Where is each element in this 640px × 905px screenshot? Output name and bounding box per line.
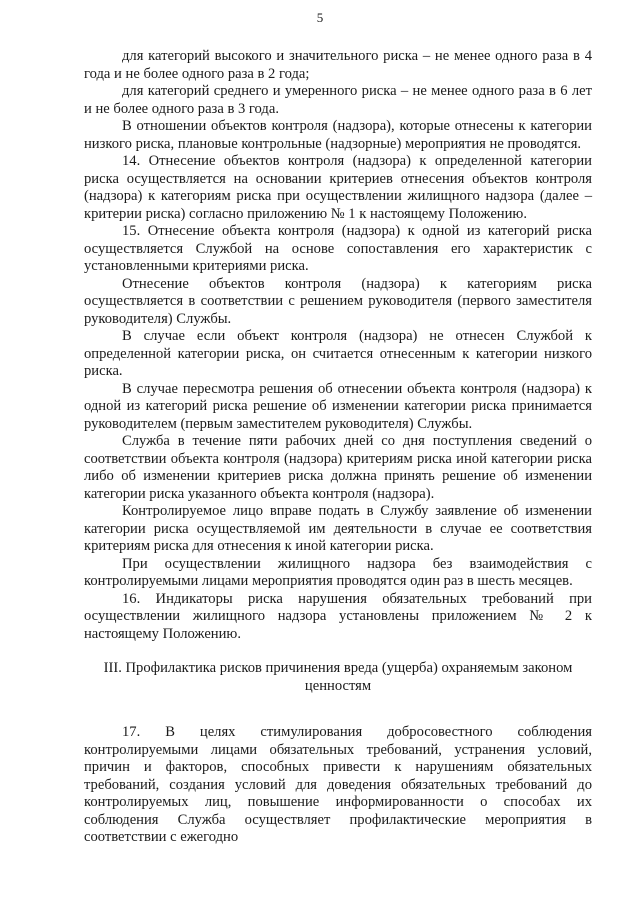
paragraph-low-risk-objects: В отношении объектов контроля (надзора), которые отнесены к категории низкого риска, плановые контрольные (надзорные) мероприятия не проводятся. <box>84 118 592 152</box>
paragraph-risk-medium: для категорий среднего и умеренного риска – не менее одного раза в 6 лет и не более одного раза в 3 года. <box>84 83 592 117</box>
paragraph-item-16: 16. Индикаторы риска нарушения обязательных требований при осуществлении жилищного надзора установлены приложением № 2 к настоящему Положению. <box>84 590 592 642</box>
paragraph-controlled-person-application: Контролируемое лицо вправе подать в Службу заявление об изменении категории риска осуществляемой им деятельности в случае ее соответствия критериям риска для отнесения к иной категории риска. <box>84 503 592 554</box>
paragraph-review-decision: В случае пересмотра решения об отнесении объекта контроля (надзора) к одной из категорий риска решение об изменении категории риска принимается руководителем (первым заместителем руководителя) Службы. <box>84 380 592 432</box>
paragraph-six-months: При осуществлении жилищного надзора без взаимодействия с контролируемыми лицами мероприятия проводятся один раз в шесть месяцев. <box>84 555 592 589</box>
paragraph-decision-head: Отнесение объектов контроля (надзора) к категориям риска осуществляется в соответствии с решением руководителя (первого заместителя руководителя) Службы. <box>84 275 592 327</box>
paragraph-five-working-days: Служба в течение пяти рабочих дней со дня поступления сведений о соответствии объекта контроля (надзора) критериям риска иной категории риска либо об изменении критериев риска должна принять решение об изменении категории риска указанного объекта контроля (надзора). <box>84 433 592 502</box>
document-body <box>84 48 592 847</box>
paragraph-risk-high: для категорий высокого и значительного риска – не менее одного раза в 4 года и не более одного раза в 2 года; <box>84 48 592 82</box>
paragraph-item-14: 14. Отнесение объектов контроля (надзора) к определенной категории риска осуществляется на основании критериев отнесения объектов контроля (надзора) к категориям риска при осуществлении жилищного надзора (далее – критерии риска) согласно приложению № 1 к настоящему Положению. <box>84 153 592 222</box>
paragraph-unassigned-low-risk: В случае если объект контроля (надзора) не отнесен Службой к определенной категории риска, он считается отнесенным к категории низкого риска. <box>84 328 592 379</box>
paragraph-item-15: 15. Отнесение объекта контроля (надзора) к одной из категорий риска осуществляется Службой на основе сопоставления его характеристик с установленными критериями риска. <box>84 223 592 274</box>
paragraph-item-17: 17. В целях стимулирования добросовестного соблюдения контролируемыми лицами обязательных требований, устранения условий, причин и факторов, способных привести к нарушениям обязательных требований, создания условий для доведения обязательных требований до контролируемых лиц, повышение информированности о способах их соблюдения Служба осуществляет профилактические мероприятия в соответствии с ежегодно <box>84 724 592 845</box>
page-number: 5 <box>316 10 324 25</box>
section-heading: III. Профилактика рисков причинения вреда (ущерба) охраняемым законом ценностям <box>103 660 573 694</box>
